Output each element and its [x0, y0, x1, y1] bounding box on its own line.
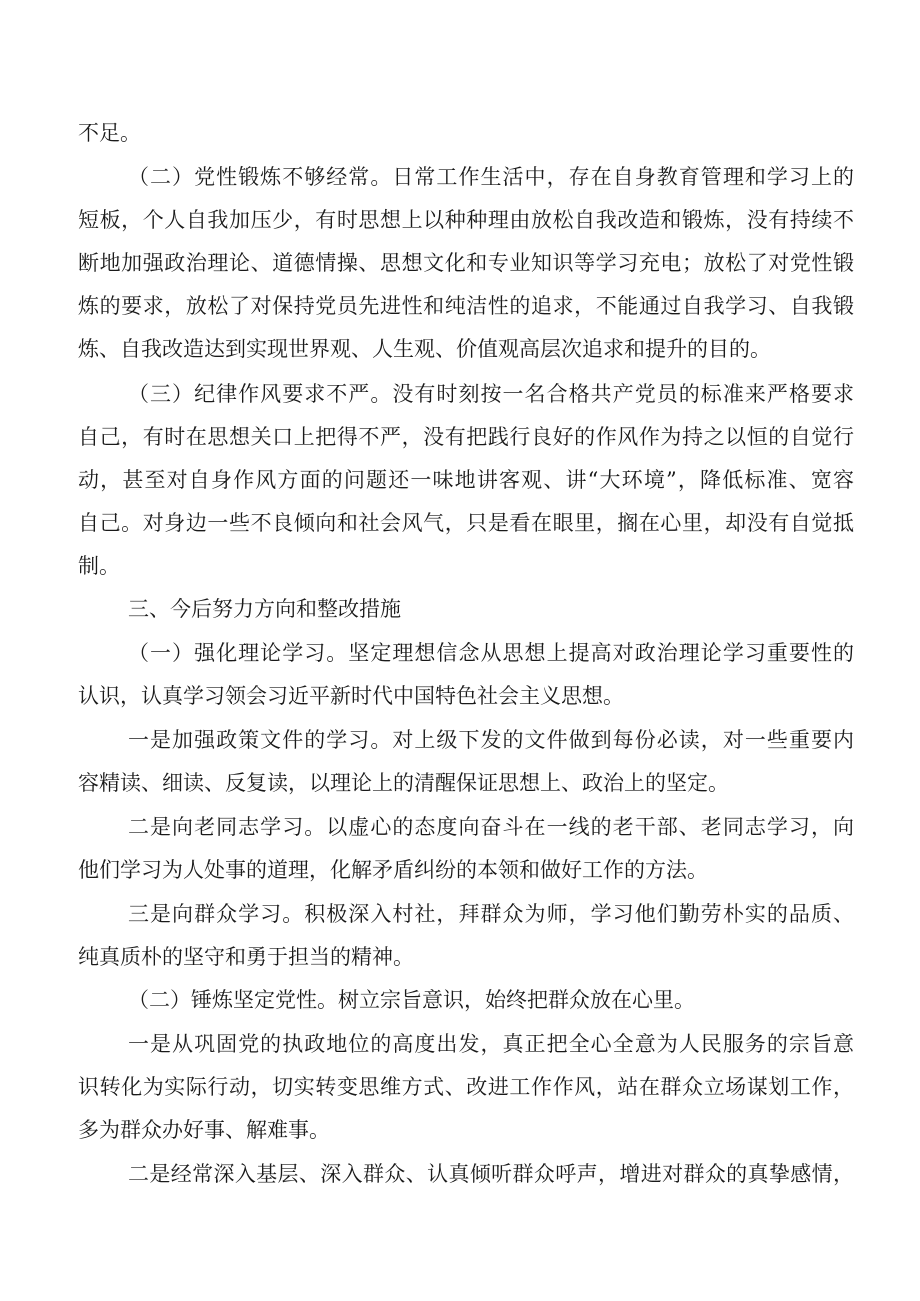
- paragraph-line: 纯真质朴的坚守和勇于担当的精神。: [78, 945, 414, 969]
- paragraph-line: （二）锤炼坚定党性。树立宗旨意识，始终把群众放在心里。: [128, 988, 695, 1012]
- paragraph-line: 多为群众办好事、解难事。: [78, 1118, 330, 1142]
- paragraph-line: 短板，个人自我加压少，有时思想上以种种理由放松自我改造和锻炼，没有持续不: [78, 208, 854, 232]
- paragraph-line: 二是经常深入基层、深入群众、认真倾听群众呼声，增进对群众的真挚感情，: [128, 1162, 854, 1186]
- paragraph-line: 制。: [78, 554, 120, 578]
- paragraph-line: 不足。: [78, 121, 141, 145]
- paragraph-line: 二是向老同志学习。以虚心的态度向奋斗在一线的老干部、老同志学习，向: [128, 815, 854, 839]
- section-heading: 三、今后努力方向和整改措施: [128, 597, 401, 621]
- paragraph-line: （三）纪律作风要求不严。没有时刻按一名合格共产党员的标准来严格要求: [128, 382, 854, 406]
- paragraph-line: （二）党性锻炼不够经常。日常工作生活中，存在自身教育管理和学习上的: [128, 165, 854, 189]
- paragraph-line: 识转化为实际行动，切实转变思维方式、改进工作作风，站在群众立场谋划工作，: [78, 1075, 854, 1099]
- paragraph-line: 三是向群众学习。积极深入村社，拜群众为师，学习他们勤劳朴实的品质、: [128, 902, 854, 926]
- paragraph-line: 动，甚至对自身作风方面的问题还一味地讲客观、讲“大环境”，降低标准、宽容: [78, 468, 854, 492]
- paragraph-line: 一是加强政策文件的学习。对上级下发的文件做到每份必读，对一些重要内: [128, 728, 854, 752]
- paragraph-line: 断地加强政治理论、道德情操、思想文化和专业知识等学习充电；放松了对党性锻: [78, 251, 854, 275]
- paragraph-line: 认识，认真学习领会习近平新时代中国特色社会主义思想。: [78, 684, 624, 708]
- paragraph-line: 他们学习为人处事的道理，化解矛盾纠纷的本领和做好工作的方法。: [78, 858, 708, 882]
- paragraph-line: 炼、自我改造达到实现世界观、人生观、价值观高层次追求和提升的目的。: [78, 337, 771, 361]
- paragraph-line: 炼的要求，放松了对保持党员先进性和纯洁性的追求，不能通过自我学习、自我锻: [78, 294, 854, 318]
- paragraph-line: 容精读、细读、反复读，以理论上的清醒保证思想上、政治上的坚定。: [78, 771, 729, 795]
- paragraph-line: 自己，有时在思想关口上把得不严，没有把践行良好的作风作为持之以恒的自觉行: [78, 425, 854, 449]
- paragraph-line: 一是从巩固党的执政地位的高度出发，真正把全心全意为人民服务的宗旨意: [128, 1032, 854, 1056]
- paragraph-line: （一）强化理论学习。坚定理想信念从思想上提高对政治理论学习重要性的: [128, 641, 854, 665]
- paragraph-line: 自己。对身边一些不良倾向和社会风气，只是看在眼里，搁在心里，却没有自觉抵: [78, 511, 854, 535]
